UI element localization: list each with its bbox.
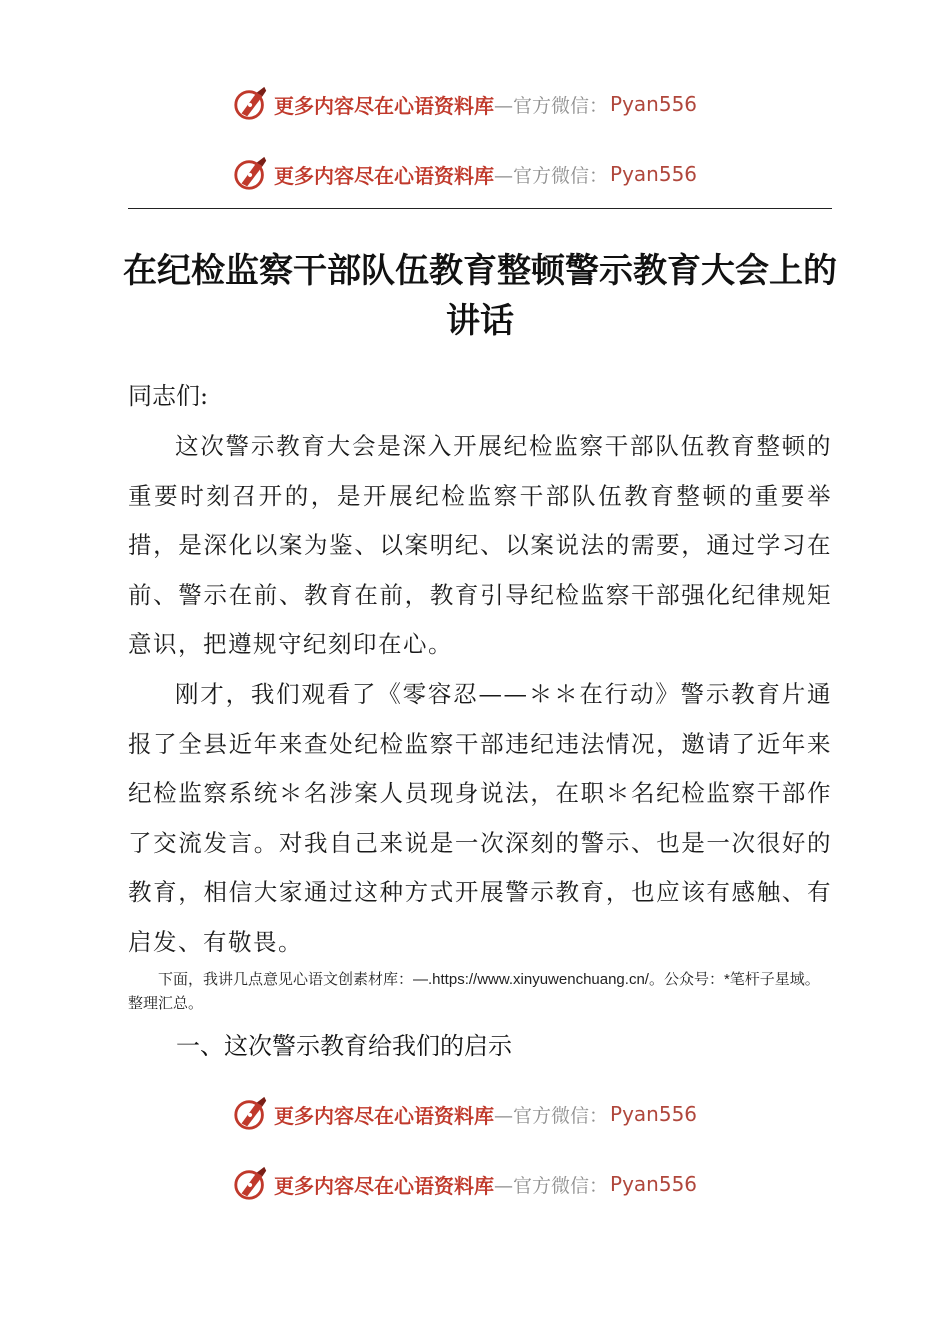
watermark-main-text: 更多内容尽在心语资料库 [274,93,494,118]
watermark-banner-top-1 [232,84,697,124]
source-note-paragraph: 下面，我讲几点意见心语文创素材库：—.https://www.xinyuwenchuang.cn/。公众号：*笔杆子星域。整理汇总。 [128,971,820,1012]
pen-nib-logo-icon [232,1095,270,1133]
watermark-wechat-id: Pyan556 [610,92,698,116]
watermark-main-text: 更多内容尽在心语资料库 [274,1103,494,1128]
watermark-wechat-id: Pyan556 [610,1172,698,1196]
body-paragraph-2: 刚才，我们观看了《零容忍——＊＊在行动》警示教育片通报了全县近年来查处纪检监察干部违纪违法情况，邀请了近年来纪检监察系统＊名涉案人员现身说法，在职＊名纪检监察干部作了交流发言。对我自己来说是一次深刻的警示、也是一次很好的教育，相信大家通过这种方式开展警示教育，也应该有感触、有启发、有敬畏。 [128,680,832,956]
watermark-banner-bottom-1 [232,1094,697,1134]
watermark-banner-top-2 [232,154,697,194]
watermark-sub-text: —官方微信： [494,164,609,187]
watermark-main-text: 更多内容尽在心语资料库 [274,163,494,188]
watermark-sub-text: —官方微信： [494,94,609,117]
section-heading-1: 一、这次警示教育给我们的启示 [176,1032,512,1060]
watermark-main-text: 更多内容尽在心语资料库 [274,1173,494,1198]
body-paragraph-1: 这次警示教育大会是深入开展纪检监察干部队伍教育整顿的重要时刻召开的，是开展纪检监察干部队伍教育整顿的重要举措，是深化以案为鉴、以案明纪、以案说法的需要，通过学习在前、警示在前、教育在前，教育引导纪检监察干部强化纪律规矩意识，把遵规守纪刻印在心。 [128,432,832,659]
watermark-banner-bottom-2 [232,1164,697,1204]
watermark-wechat-id: Pyan556 [610,1102,698,1126]
pen-nib-logo-icon [232,155,270,193]
watermark-sub-text: —官方微信： [494,1104,609,1127]
pen-nib-logo-icon [232,1165,270,1203]
header-divider [128,208,832,209]
document-title: 在纪检监察干部队伍教育整顿警示教育大会上的讲话 [123,251,837,341]
watermark-wechat-id: Pyan556 [610,162,698,186]
watermark-sub-text: —官方微信： [494,1174,609,1197]
pen-nib-logo-icon [232,85,270,123]
salutation: 同志们: [128,382,209,410]
